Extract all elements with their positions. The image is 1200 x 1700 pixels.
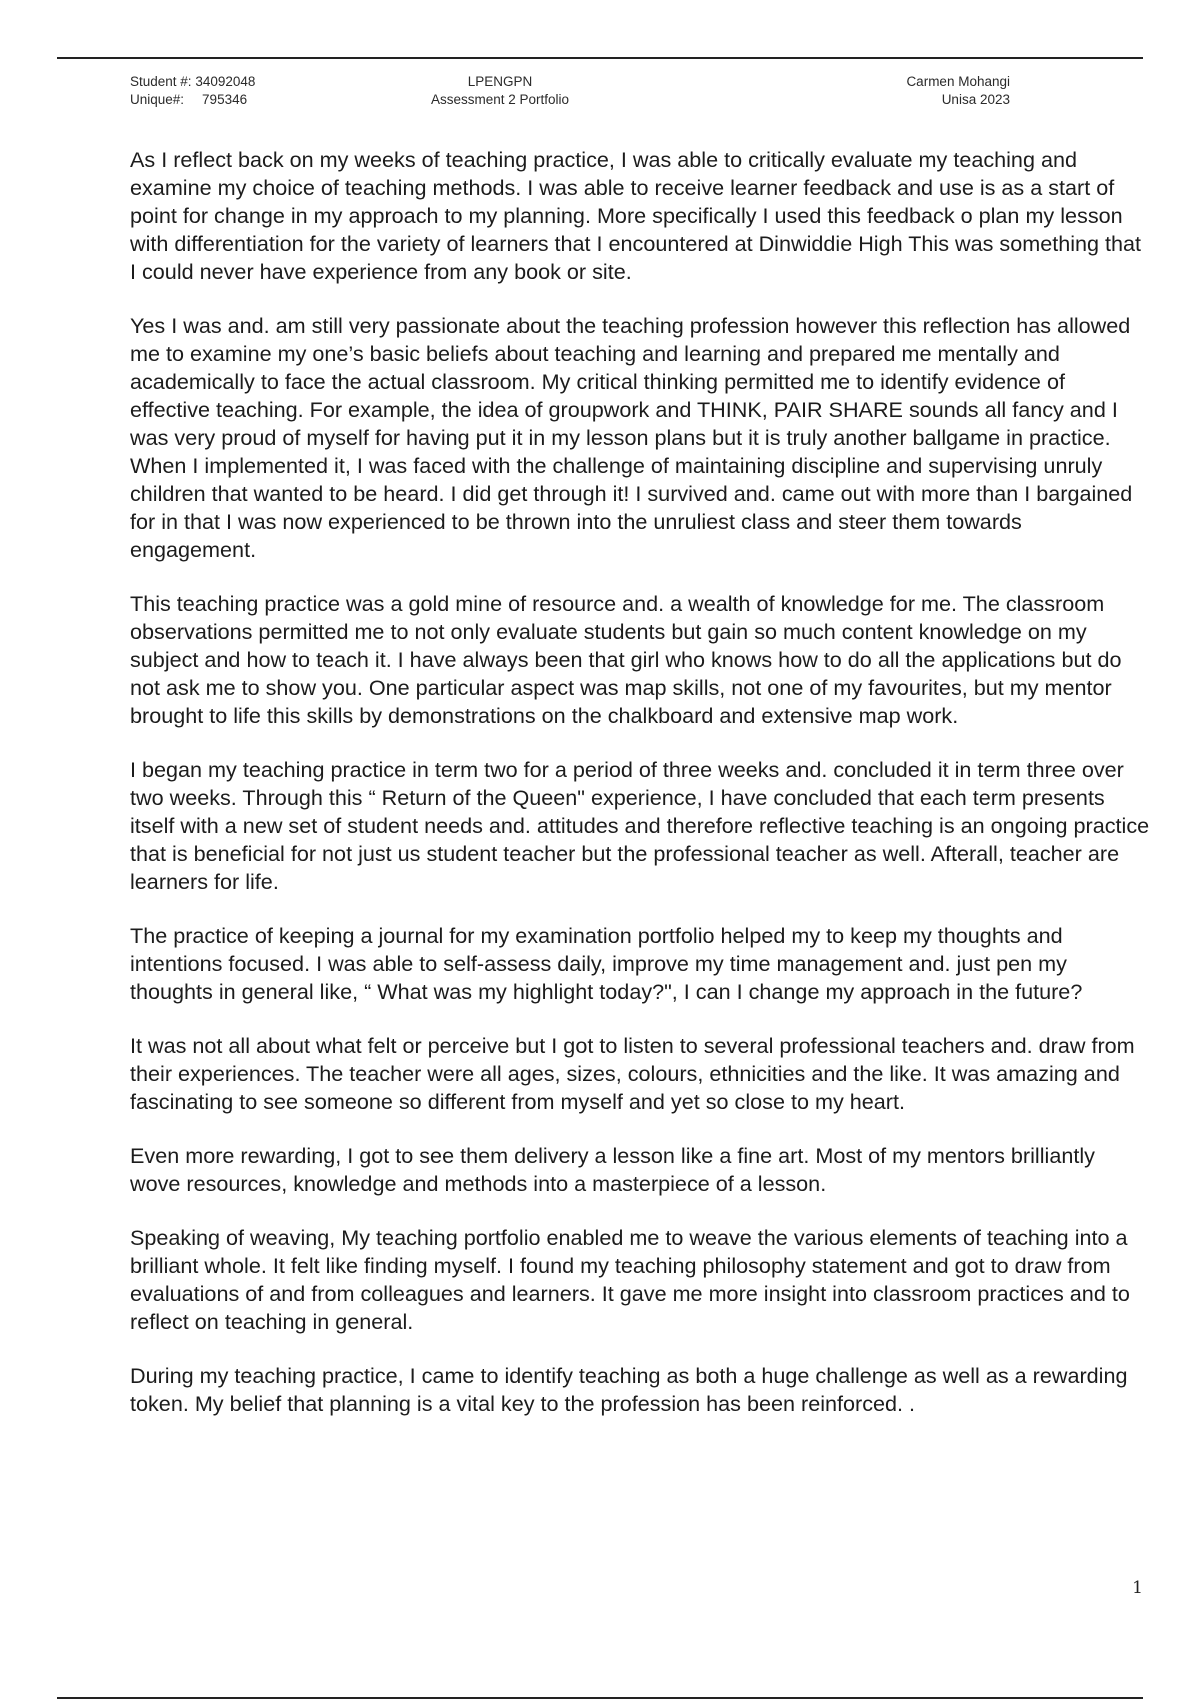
- bottom-rule: [57, 1697, 1143, 1699]
- paragraph: As I reflect back on my weeks of teaching practice, I was able to critically evaluate my teaching and examine my choice of teaching methods. I was able to receive learner feedback and use is as a start of point for change in my approach to my planning. More specifically I used this feedback o plan my lesson with differentiation for the variety of learners that I encountered at Dinwiddie High This was something that I could never have experience from any book or site.: [130, 147, 1142, 284]
- unique-number: 795346: [202, 92, 248, 107]
- paragraph: It was not all about what felt or perceive but I got to listen to several professional teachers and. draw from their experiences. The teacher were all ages, sizes, colours, ethnicities and the like. It was amazing and fascinating to see someone so different from myself and yet so close to my heart.: [130, 1033, 1135, 1114]
- paragraph: I began my teaching practice in term two for a period of three weeks and. concluded it in term three over two weeks. Through this “ Return of the Queen" experience, I have concluded that each term presents itself with a new set of student needs and. attitudes and therefore reflective teaching is an ongoing practice that is beneficial for not just us student teacher but the professional teacher as well. Afterall, teacher are learners for life.: [130, 757, 1150, 894]
- paragraph: The practice of keeping a journal for my examination portfolio helped my to keep my thoughts and intentions focused. I was able to self-assess daily, improve my time management and. just pen my thoughts in general like, “ What was my highlight today?", I can I change my approach in the future?: [130, 923, 1083, 1004]
- document-body: [130, 146, 1150, 1444]
- paragraph: This teaching practice was a gold mine of resource and. a wealth of knowledge for me. The classroom observations permitted me to not only evaluate students but gain so much content knowledge on my subject and how to teach it. I have always been that girl who knows how to do all the applications but do not ask me to show you. One particular aspect was map skills, not one of my favourites, but my mentor brought to life this skills by demonstrations on the chalkboard and extensive map work.: [130, 591, 1122, 728]
- course-code: LPENGPN: [467, 74, 533, 89]
- institution-year: Unisa 2023: [941, 92, 1010, 107]
- header-author-info: [906, 73, 1010, 109]
- top-rule: [57, 57, 1143, 59]
- paragraph: Even more rewarding, I got to see them delivery a lesson like a fine art. Most of my mentors brilliantly wove resources, knowledge and methods into a masterpiece of a lesson.: [130, 1143, 1095, 1196]
- page-header: [130, 73, 1010, 113]
- paragraph: Yes I was and. am still very passionate about the teaching profession however this reflection has allowed me to examine my one’s basic beliefs about teaching and learning and prepared me mentally and academically to face the actual classroom. My critical thinking permitted me to identify evidence of effective teaching. For example, the idea of groupwork and THINK, PAIR SHARE sounds all fancy and I was very proud of myself for having put it in my lesson plans but it is truly another ballgame in practice. When I implemented it, I was faced with the challenge of maintaining discipline and supervising unruly children that wanted to be heard. I did get through it! I survived and. came out with more than I bargained for in that I was now experienced to be thrown into the unruliest class and steer them towards engagement.: [130, 313, 1133, 562]
- unique-number-label: Unique#:: [130, 92, 185, 107]
- header-course-info: [130, 73, 870, 109]
- author-name: Carmen Mohangi: [906, 74, 1010, 89]
- student-number: 34092048: [195, 74, 256, 89]
- paragraph: Speaking of weaving, My teaching portfolio enabled me to weave the various elements of teaching into a brilliant whole. It felt like finding myself. I found my teaching philosophy statement and got to draw from evaluations of and from colleagues and learners. It gave me more insight into classroom practices and to reflect on teaching in general.: [130, 1225, 1130, 1334]
- page-number: 1: [1132, 1578, 1143, 1598]
- assessment-title: Assessment 2 Portfolio: [430, 92, 570, 107]
- paragraph: During my teaching practice, I came to identify teaching as both a huge challenge as well as a rewarding token. My belief that planning is a vital key to the profession has been reinforced. .: [130, 1363, 1128, 1416]
- student-number-label: Student #:: [130, 74, 192, 89]
